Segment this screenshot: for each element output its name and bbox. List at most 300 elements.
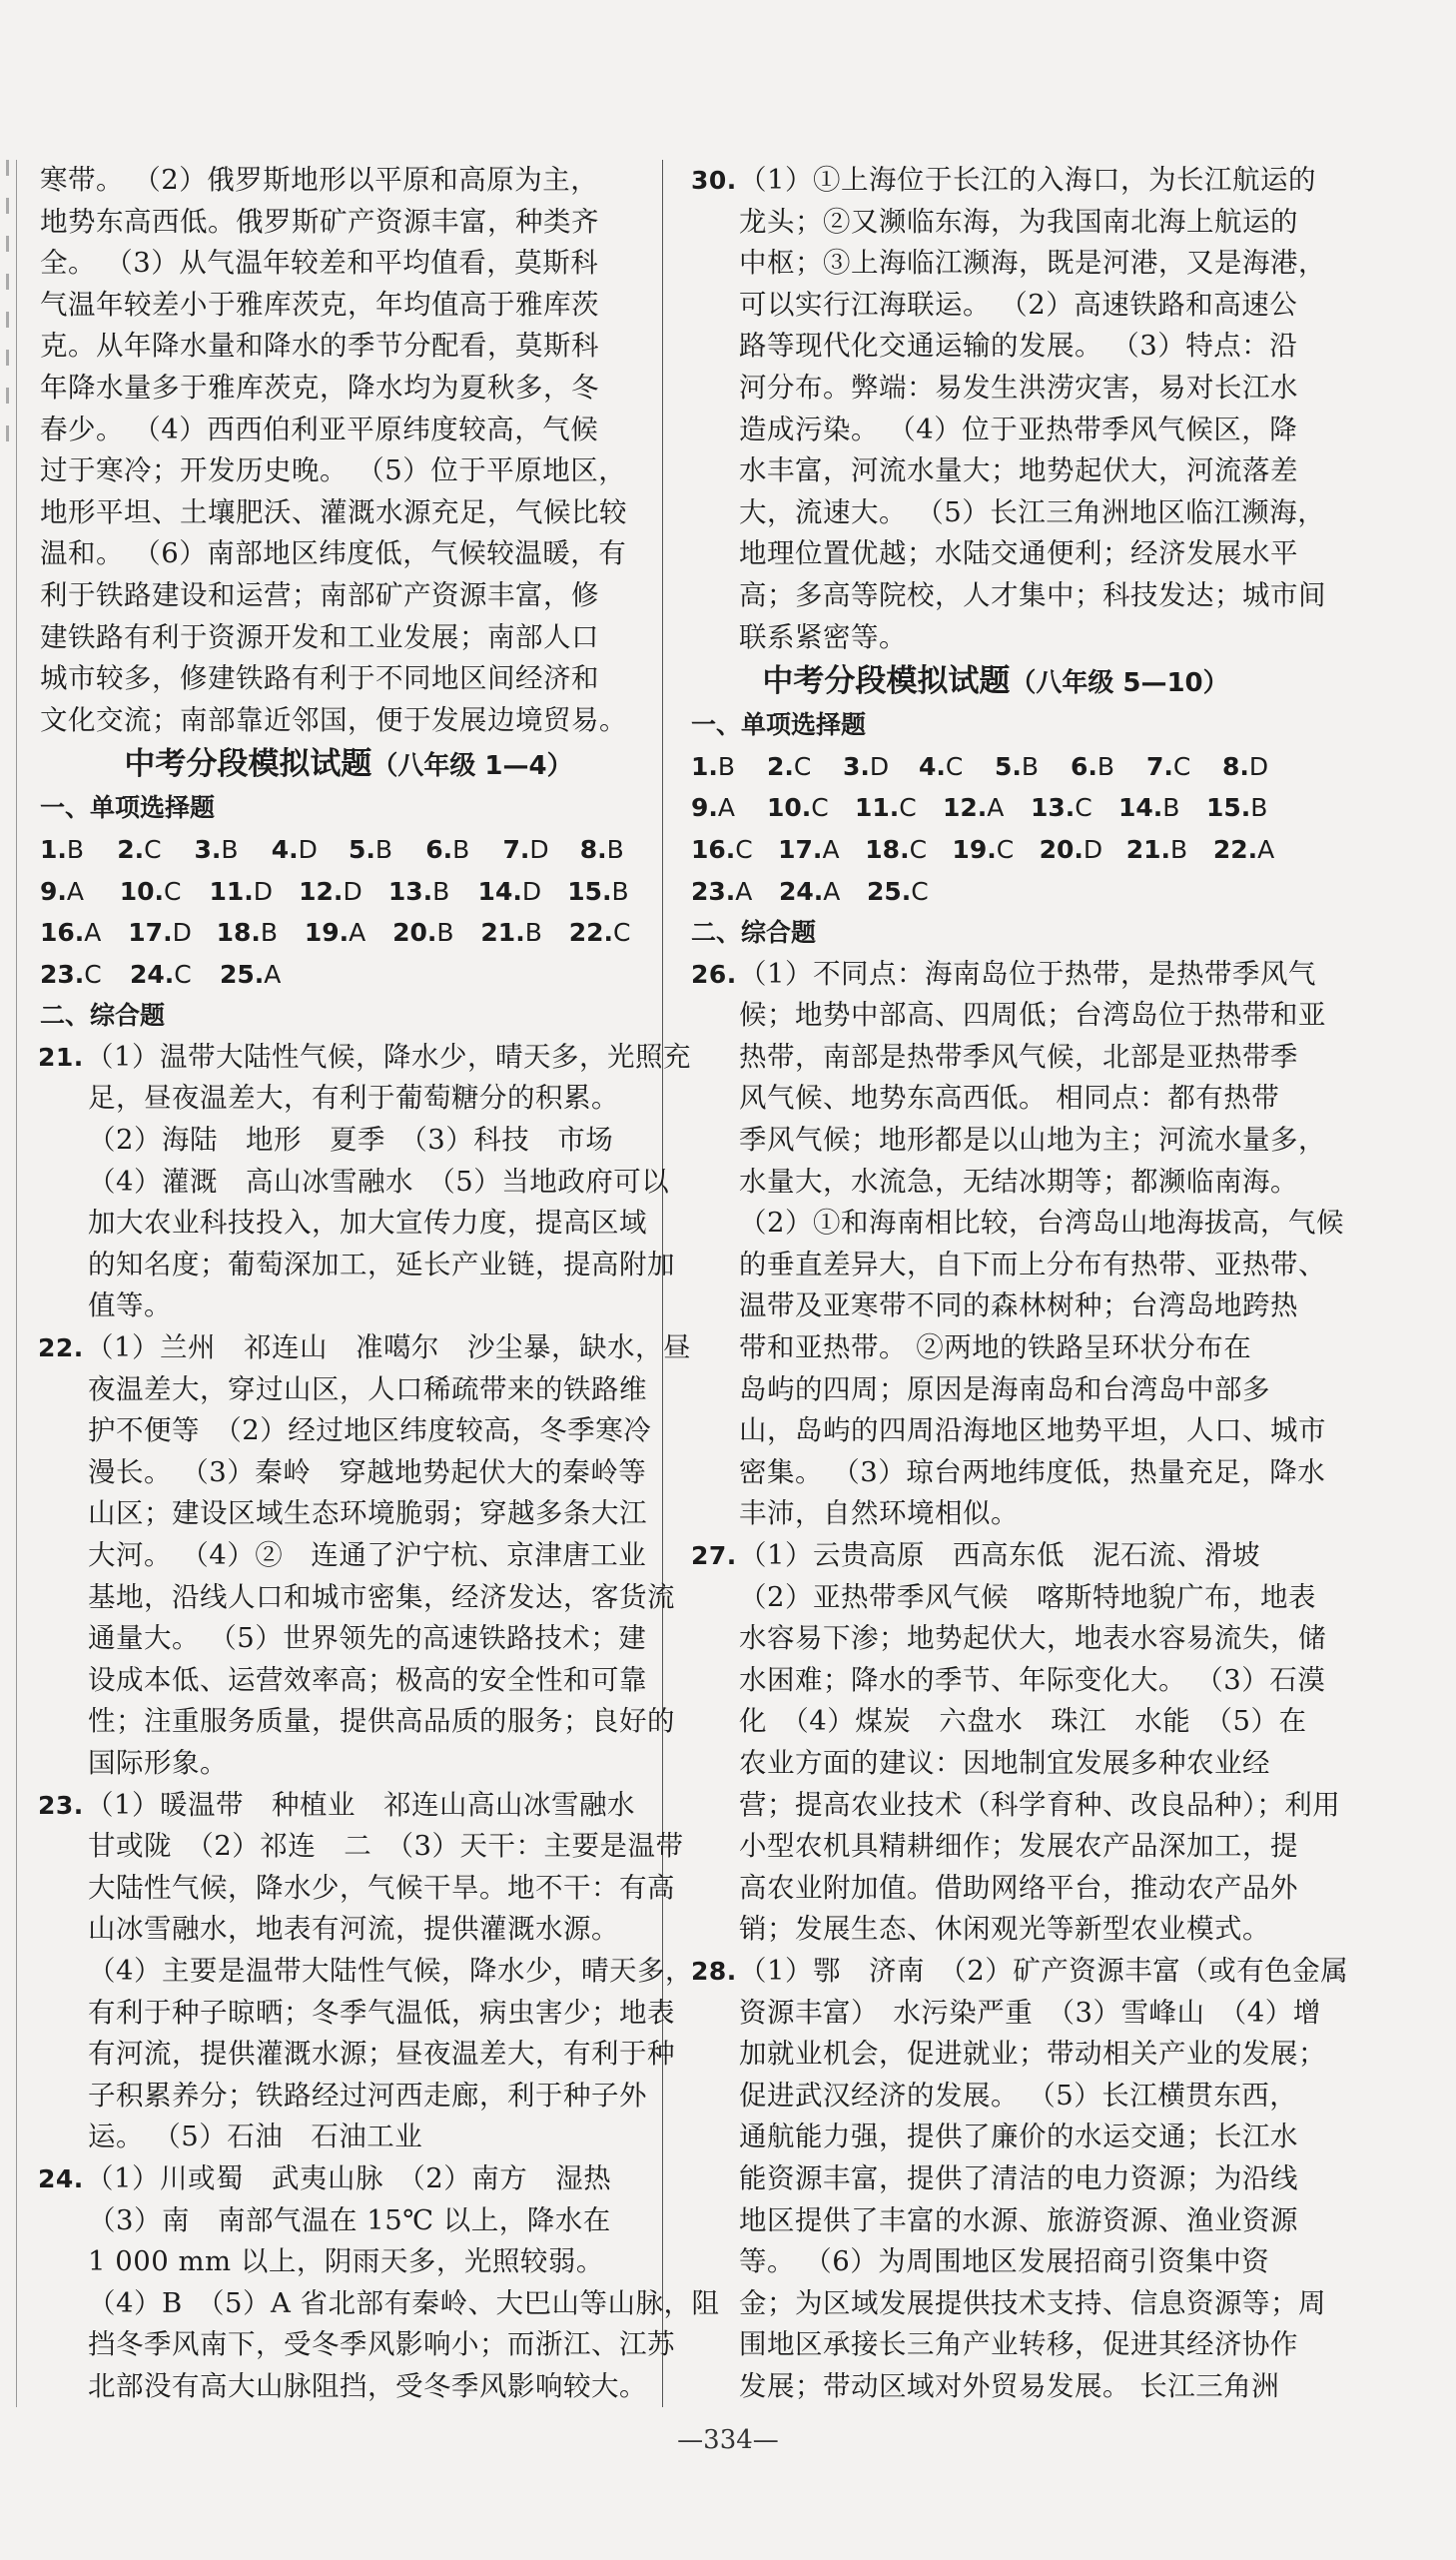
mc-answer bbox=[349, 829, 425, 871]
mc-number: 22. bbox=[1212, 834, 1258, 864]
answer-text: 联系紧密等。 bbox=[739, 620, 907, 653]
mc-choice: C bbox=[612, 918, 631, 948]
binding-margin-marks bbox=[2, 160, 12, 659]
answer-text: 夜温差大，穿过山区，人口稀疏带来的铁路维 bbox=[88, 1372, 647, 1405]
section-title-text: 中考分段模拟试题 bbox=[762, 663, 1011, 700]
answer-text: 有利于种子晾晒；冬季气温低，病虫害少；地表 bbox=[88, 1996, 675, 2029]
answer-line bbox=[40, 1162, 670, 1204]
mc-choice: B bbox=[1170, 834, 1188, 864]
answer-line: 地势东高西低。俄罗斯矿产资源丰富，种类齐 bbox=[40, 205, 599, 238]
answer-text: 资源丰富） 水污染严重 （3）雪峰山 （4）增 bbox=[739, 1996, 1321, 2029]
mc-answer bbox=[1071, 746, 1146, 788]
answer-text: 水容易下渗；地势起伏大，地表水容易流失，储 bbox=[739, 1622, 1326, 1655]
answer-line: 全。 （3）从气温年较差和平均值看，莫斯科 bbox=[40, 247, 599, 280]
answer-line bbox=[40, 2366, 657, 2408]
answer-line: 春少。 （4）西西伯利亚平原纬度较高，气候 bbox=[40, 413, 599, 445]
answer-text: 密集。 （3）琼台两地纬度低，热量充足，降水 bbox=[739, 1455, 1326, 1488]
mc-answer-grid bbox=[691, 746, 1300, 912]
mc-choice: C bbox=[1172, 751, 1191, 781]
mc-choice: A bbox=[735, 876, 753, 906]
mc-answer bbox=[392, 912, 480, 954]
page-number: —334— bbox=[677, 2425, 779, 2455]
answer-text: （1）云贵高原 西高东低 泥石流、滑坡 bbox=[739, 1539, 1260, 1571]
mc-choice: B bbox=[606, 834, 624, 864]
answer-line bbox=[40, 1618, 657, 1660]
mc-choice: D bbox=[521, 876, 542, 906]
answer-text: （4）B （5）A 省北部有秦岭、大巴山等山脉，阻 bbox=[88, 2286, 720, 2319]
answer-text: （1）不同点：海南岛位于热带，是热带季风气 bbox=[739, 957, 1316, 990]
mc-number: 23. bbox=[40, 959, 85, 989]
mc-choice: B bbox=[611, 876, 629, 906]
answer-text: 中枢；③上海临江濒海，既是河港，又是海港， bbox=[739, 247, 1326, 280]
mc-answer bbox=[40, 871, 120, 913]
mc-number: 1. bbox=[691, 751, 718, 781]
mc-choice: D bbox=[253, 876, 273, 906]
mc-number: 20. bbox=[392, 918, 437, 948]
answer-text: 的垂直差异大，自下而上分布有热带、亚热带、 bbox=[739, 1248, 1326, 1280]
answer-text: 风气候、地势东高西低。 相同点：都有热带 bbox=[739, 1082, 1280, 1115]
answer-text: 农业方面的建议：因地制宜发展多种农业经 bbox=[739, 1746, 1270, 1779]
question-number: 27. bbox=[691, 1541, 737, 1570]
mc-answer bbox=[691, 746, 767, 788]
mc-choice: B bbox=[260, 918, 279, 948]
answer-line bbox=[691, 1162, 1300, 1204]
answer-text: 漫长。 （3）秦岭 穿越地势起伏大的秦岭等 bbox=[88, 1455, 647, 1488]
mc-choice: D bbox=[343, 876, 363, 906]
mc-answer bbox=[995, 746, 1071, 788]
answer-line bbox=[40, 1826, 684, 1868]
question-number: 26. bbox=[691, 959, 737, 989]
mc-answer bbox=[691, 787, 767, 829]
mc-answer bbox=[779, 871, 867, 913]
answer-line: 利于铁路建设和运营；南部矿产资源丰富，修 bbox=[40, 578, 599, 611]
mc-row bbox=[691, 787, 1300, 829]
mc-choice: C bbox=[144, 834, 162, 864]
answer-text: 水丰富，河流水量大；地势起伏大，河流落差 bbox=[739, 454, 1298, 487]
mc-choice: C bbox=[811, 793, 829, 823]
mc-choice: D bbox=[172, 918, 192, 948]
mc-row bbox=[40, 912, 657, 954]
mc-choice: B bbox=[452, 834, 470, 864]
answer-line: 克。从年降水量和降水的季节分配看，莫斯科 bbox=[40, 330, 599, 363]
answer-text: 值等。 bbox=[88, 1289, 172, 1322]
answer-text: 基地，沿线人口和城市密集，经济发达，客货流 bbox=[88, 1580, 675, 1613]
comprehensive-heading: 二、综合题 bbox=[691, 918, 817, 948]
mc-answer bbox=[425, 829, 502, 871]
mc-number: 12. bbox=[299, 876, 344, 906]
mc-number: 7. bbox=[1146, 751, 1173, 781]
mc-number: 20. bbox=[1039, 834, 1084, 864]
mc-choice: A bbox=[84, 918, 102, 948]
answer-text: 水困难；降水的季节、年际变化大。 （3）石漠 bbox=[739, 1663, 1326, 1696]
answer-text: （1）鄂 济南 （2）矿产资源丰富（或有色金属 bbox=[739, 1954, 1349, 1987]
answer-text: 化 （4）煤炭 六盘水 珠江 水能 （5）在 bbox=[739, 1705, 1307, 1738]
answer-text: （2）海陆 地形 夏季 （3）科技 市场 bbox=[88, 1124, 614, 1157]
mc-choice: C bbox=[899, 793, 917, 823]
answer-text: （1）暖温带 种植业 祁连山高山冰雪融水 bbox=[86, 1788, 635, 1821]
answer-line bbox=[40, 1203, 657, 1245]
answer-line bbox=[40, 1577, 675, 1619]
answer-text: 销；发展生态、休闲观光等新型农业模式。 bbox=[739, 1913, 1270, 1946]
answer-text: 带和亚热带。 ②两地的铁路呈环状分布在 bbox=[739, 1331, 1252, 1364]
answer-line: 城市较多，修建铁路有利于不同地区间经济和 bbox=[40, 662, 599, 695]
answer-line bbox=[38, 1327, 691, 1369]
mc-answer bbox=[567, 871, 657, 913]
mc-number: 16. bbox=[40, 918, 85, 948]
mc-number: 11. bbox=[209, 876, 254, 906]
answer-line bbox=[40, 1701, 675, 1743]
mc-choice: C bbox=[164, 876, 182, 906]
answer-text: 国际形象。 bbox=[88, 1746, 228, 1779]
mc-choice: A bbox=[66, 876, 85, 906]
mc-number: 9. bbox=[691, 793, 718, 823]
answer-line bbox=[691, 533, 1300, 575]
mc-choice: D bbox=[1248, 751, 1269, 781]
answer-text: 有河流，提供灌溉水源；昼夜温差大，有利于种 bbox=[88, 2038, 675, 2071]
answer-text: （2）亚热带季风气候 喀斯特地貌广布，地表 bbox=[739, 1580, 1316, 1613]
mc-choice: A bbox=[717, 793, 736, 823]
mc-answer bbox=[943, 787, 1031, 829]
mc-choice: B bbox=[524, 918, 542, 948]
answer-text: （1）川或蜀 武夷山脉 （2）南方 湿热 bbox=[86, 2161, 612, 2194]
answer-text: 岛屿的四周；原因是海南岛和台湾岛中部多 bbox=[739, 1372, 1270, 1405]
answer-text: 小型农机具精耕细作；发展农产品深加工，提 bbox=[739, 1830, 1298, 1863]
answer-line bbox=[40, 1909, 657, 1951]
question-answer bbox=[38, 1327, 691, 1785]
mc-answer bbox=[120, 871, 210, 913]
mc-row bbox=[691, 829, 1300, 871]
question-number: 21. bbox=[38, 1042, 84, 1072]
answer-text: 热带，南部是热带季风气候，北部是亚热带季 bbox=[739, 1040, 1298, 1073]
mc-number: 10. bbox=[767, 793, 812, 823]
section-title bbox=[691, 658, 1300, 704]
answer-line bbox=[691, 1493, 1300, 1535]
answer-line bbox=[40, 2076, 657, 2118]
mc-answer bbox=[778, 829, 865, 871]
mc-number: 19. bbox=[952, 834, 997, 864]
answer-text: 通量大。 （5）世界领先的高速铁路技术；建 bbox=[88, 1622, 647, 1655]
mc-answer bbox=[480, 912, 568, 954]
mc-number: 9. bbox=[40, 876, 67, 906]
mc-choice: C bbox=[174, 959, 192, 989]
answer-text: 河分布。弊端：易发生洪涝灾害，易对长江水 bbox=[739, 371, 1298, 404]
answer-line bbox=[691, 2117, 1300, 2158]
mc-answer bbox=[130, 954, 220, 996]
mc-heading: 一、单项选择题 bbox=[40, 793, 216, 823]
mc-answer bbox=[843, 746, 919, 788]
mc-number: 21. bbox=[480, 918, 525, 948]
answer-line: 年降水量多于雅库茨克，降水均为夏秋多，冬 bbox=[40, 371, 599, 404]
answer-line bbox=[40, 1493, 657, 1535]
mc-answer bbox=[388, 871, 478, 913]
mc-number: 7. bbox=[502, 834, 530, 864]
answer-line bbox=[40, 1410, 657, 1452]
answer-line bbox=[40, 2241, 657, 2283]
answer-text: 大陆性气候，降水少，气候干旱。地不干：有高 bbox=[88, 1871, 675, 1904]
answer-text: 高；多高等院校，人才集中；科技发达；城市间 bbox=[739, 578, 1326, 611]
section-title-text: 中考分段模拟试题 bbox=[124, 746, 372, 783]
mc-answer bbox=[128, 912, 216, 954]
answer-line: 寒带。 （2）俄罗斯地形以平原和高原为主， bbox=[40, 164, 599, 196]
answer-line bbox=[40, 2200, 657, 2242]
mc-choice: B bbox=[1250, 793, 1268, 823]
answer-text: （4）主要是温带大陆性气候，降水少，晴天多， bbox=[88, 1954, 693, 1987]
answer-line bbox=[691, 575, 1326, 617]
answer-text: 子积累养分；铁路经过河西走廊，利于种子外 bbox=[88, 2079, 647, 2112]
answer-text: （2）①和海南相比较，台湾岛山地海拔高，气候 bbox=[739, 1207, 1344, 1240]
answer-line bbox=[40, 1369, 657, 1411]
mc-number: 5. bbox=[995, 751, 1022, 781]
mc-number: 13. bbox=[1031, 793, 1076, 823]
mc-choice: D bbox=[529, 834, 549, 864]
mc-choice: B bbox=[717, 751, 736, 781]
mc-number: 15. bbox=[1206, 793, 1251, 823]
mc-answer bbox=[40, 954, 130, 996]
mc-choice: C bbox=[911, 876, 929, 906]
mc-number: 12. bbox=[943, 793, 988, 823]
answer-line bbox=[691, 1285, 1300, 1327]
answer-text: 挡冬季风南下，受冬季风影响小；而浙江、江苏 bbox=[88, 2328, 675, 2361]
question-number: 28. bbox=[691, 1956, 737, 1986]
mc-answer bbox=[305, 912, 392, 954]
mc-number: 17. bbox=[778, 834, 823, 864]
mc-number: 6. bbox=[1071, 751, 1097, 781]
mc-number: 3. bbox=[843, 751, 870, 781]
mc-answer bbox=[580, 829, 657, 871]
answer-line bbox=[691, 1577, 1316, 1619]
answer-text: 地理位置优越；水陆交通便利；经济发展水平 bbox=[739, 537, 1298, 570]
answer-text: 山，岛屿的四周沿海地区地势平坦，人口、城市 bbox=[739, 1414, 1326, 1447]
answer-line: 气温年较差小于雅库茨克，年均值高于雅库茨 bbox=[40, 288, 599, 321]
answer-text: 性；注重服务质量，提供高品质的服务；良好的 bbox=[88, 1705, 675, 1738]
mc-choice: B bbox=[66, 834, 85, 864]
mc-choice: C bbox=[1075, 793, 1092, 823]
mc-answer bbox=[1031, 787, 1118, 829]
answer-line bbox=[40, 1785, 657, 1827]
answer-line bbox=[40, 2034, 675, 2076]
answer-line bbox=[691, 160, 1316, 202]
answer-line bbox=[691, 492, 1326, 534]
answer-line bbox=[691, 2283, 1326, 2325]
mc-answer bbox=[478, 871, 568, 913]
mc-answer-grid bbox=[40, 829, 657, 995]
answer-line bbox=[691, 1785, 1341, 1827]
mc-number: 10. bbox=[119, 876, 165, 906]
mc-number: 17. bbox=[128, 918, 173, 948]
question-number: 23. bbox=[38, 1790, 84, 1820]
answer-line: 建铁路有利于资源开发和工业发展；南部人口 bbox=[40, 620, 599, 653]
answer-line bbox=[691, 1951, 1349, 1993]
answer-line bbox=[40, 1452, 657, 1494]
answer-text: 金；为区域发展提供技术支持、信息资源等；周 bbox=[739, 2286, 1326, 2319]
mc-choice: C bbox=[909, 834, 928, 864]
answer-line bbox=[691, 368, 1300, 410]
mc-answer bbox=[217, 912, 305, 954]
mc-choice: C bbox=[945, 751, 964, 781]
mc-number: 13. bbox=[387, 876, 433, 906]
mc-answer bbox=[867, 871, 955, 913]
mc-number: 22. bbox=[568, 918, 613, 948]
mc-number: 18. bbox=[216, 918, 261, 948]
answer-line bbox=[691, 1743, 1300, 1785]
answer-line bbox=[691, 1037, 1300, 1079]
mc-number: 4. bbox=[271, 834, 299, 864]
continued-answer-text bbox=[40, 160, 657, 741]
answer-line bbox=[691, 1909, 1300, 1951]
mc-number: 23. bbox=[691, 876, 736, 906]
answer-text: 季风气候；地形都是以山地为主；河流水量多， bbox=[739, 1124, 1326, 1157]
answer-line bbox=[691, 1120, 1326, 1162]
mc-number: 14. bbox=[1118, 793, 1163, 823]
answer-text: 大河。 （4）② 连通了沪宁杭、京津唐工业 bbox=[88, 1539, 647, 1571]
mc-choice: B bbox=[432, 876, 450, 906]
section-title bbox=[40, 741, 657, 787]
answer-text: 足，昼夜温差大，有利于葡萄糖分的积累。 bbox=[88, 1082, 619, 1115]
answer-text: 等。 （6）为周围地区发展招商引资集中资 bbox=[739, 2245, 1270, 2278]
answer-text: 护不便等 （2）经过地区纬度较高，冬季寒冷 bbox=[88, 1414, 652, 1447]
mc-answer bbox=[855, 787, 943, 829]
mc-number: 25. bbox=[867, 876, 912, 906]
answer-line bbox=[691, 1660, 1326, 1702]
mc-number: 8. bbox=[1222, 751, 1249, 781]
mc-choice: A bbox=[349, 918, 366, 948]
answer-text: （4）灌溉 高山冰雪融水 （5）当地政府可以 bbox=[88, 1165, 670, 1198]
answer-line bbox=[691, 2366, 1300, 2408]
question-answer bbox=[38, 2158, 720, 2408]
mc-number: 21. bbox=[1125, 834, 1170, 864]
left-margin-rule bbox=[16, 160, 17, 2407]
mc-choice: A bbox=[822, 834, 840, 864]
question-answer bbox=[38, 1037, 691, 1327]
question-number: 24. bbox=[38, 2163, 84, 2193]
answer-text: 营；提高农业技术（科学育种、改良品种）；利用 bbox=[739, 1788, 1341, 1821]
mc-number: 19. bbox=[304, 918, 350, 948]
answer-text: 发展；带动区域对外贸易发展。 长江三角洲 bbox=[739, 2369, 1280, 2402]
question-answer bbox=[691, 954, 1344, 1535]
mc-choice: C bbox=[735, 834, 753, 864]
answer-text: （1）①上海位于长江的入海口，为长江航运的 bbox=[739, 164, 1316, 196]
answer-line bbox=[40, 1951, 693, 1993]
mc-answer bbox=[952, 829, 1039, 871]
mc-answer bbox=[272, 829, 349, 871]
mc-answer bbox=[209, 871, 299, 913]
answer-line bbox=[691, 1245, 1326, 1286]
answer-line bbox=[691, 1203, 1344, 1245]
mc-answer bbox=[767, 787, 855, 829]
mc-number: 25. bbox=[220, 959, 265, 989]
mc-choice: D bbox=[298, 834, 318, 864]
answer-line bbox=[691, 1410, 1326, 1452]
answer-text: （1）温带大陆性气候，降水少，晴天多，光照充 bbox=[86, 1040, 691, 1073]
mc-answer bbox=[1040, 829, 1126, 871]
mc-number: 18. bbox=[865, 834, 910, 864]
answer-line bbox=[40, 1120, 657, 1162]
mc-choice: B bbox=[1096, 751, 1115, 781]
mc-answer bbox=[1126, 829, 1213, 871]
answer-text: 1 000 mm 以上，阴雨天多，光照较弱。 bbox=[88, 2245, 604, 2278]
answer-line bbox=[691, 617, 1300, 659]
mc-choice: A bbox=[987, 793, 1005, 823]
question-answer bbox=[691, 1535, 1341, 1951]
answer-text: 温带及亚寒带不同的森林树种；台湾岛地跨热 bbox=[739, 1289, 1298, 1322]
mc-answer bbox=[40, 829, 117, 871]
answer-line bbox=[691, 1369, 1300, 1411]
answer-line bbox=[40, 1245, 675, 1286]
mc-row bbox=[691, 746, 1300, 788]
answer-line bbox=[691, 995, 1326, 1037]
answer-line bbox=[691, 1327, 1300, 1369]
answer-line bbox=[40, 2324, 675, 2366]
question-answer bbox=[691, 1951, 1349, 2408]
answer-line bbox=[40, 2158, 657, 2200]
answer-text: 地区提供了丰富的水源、旅游资源、渔业资源 bbox=[739, 2203, 1298, 2236]
mc-choice: B bbox=[1021, 751, 1040, 781]
answer-line bbox=[691, 1452, 1326, 1494]
answer-line bbox=[40, 2283, 720, 2325]
answer-text: 的知名度；葡萄深加工，延长产业链，提高附加 bbox=[88, 1248, 675, 1280]
mc-answer bbox=[1213, 829, 1300, 871]
mc-number: 5. bbox=[349, 834, 375, 864]
mc-number: 11. bbox=[855, 793, 900, 823]
mc-answer bbox=[569, 912, 657, 954]
mc-answer bbox=[117, 829, 194, 871]
answer-text: 能资源丰富，提供了清洁的电力资源；为沿线 bbox=[739, 2161, 1298, 2194]
mc-answer bbox=[919, 746, 995, 788]
mc-answer bbox=[1146, 746, 1222, 788]
mc-choice: B bbox=[374, 834, 393, 864]
answer-line bbox=[40, 1078, 657, 1120]
mc-number: 2. bbox=[767, 751, 794, 781]
mc-choice: C bbox=[793, 751, 812, 781]
mc-answer bbox=[503, 829, 580, 871]
mc-number: 15. bbox=[567, 876, 612, 906]
answer-text: 甘或陇 （2）祁连 二 （3）天干：主要是温带 bbox=[88, 1830, 684, 1863]
answer-text: 可以实行江海联运。 （2）高速铁路和高速公 bbox=[739, 288, 1298, 321]
mc-answer bbox=[1222, 746, 1298, 788]
question-30-answer bbox=[691, 160, 1326, 658]
comprehensive-heading: 二、综合题 bbox=[40, 1001, 166, 1031]
mc-row bbox=[40, 829, 657, 871]
answer-line bbox=[691, 1078, 1300, 1120]
mc-choice: B bbox=[436, 918, 454, 948]
answer-line bbox=[691, 2076, 1300, 2118]
question-number: 30. bbox=[691, 166, 737, 195]
answer-line bbox=[38, 1037, 691, 1079]
answer-text: 路等现代化交通运输的发展。 （3）特点：沿 bbox=[739, 330, 1298, 363]
answer-line bbox=[691, 1701, 1307, 1743]
answer-line bbox=[691, 326, 1300, 368]
mc-number: 3. bbox=[194, 834, 222, 864]
answer-line bbox=[40, 1535, 657, 1577]
answer-text: 北部没有高大山脉阻挡，受冬季风影响较大。 bbox=[88, 2369, 647, 2402]
question-number: 22. bbox=[38, 1333, 84, 1363]
mc-number: 1. bbox=[40, 834, 67, 864]
answer-text: 加就业机会，促进就业；带动相关产业的发展； bbox=[739, 2038, 1326, 2071]
answer-line bbox=[40, 1743, 657, 1785]
mc-row bbox=[691, 871, 1300, 913]
mc-answer bbox=[299, 871, 388, 913]
mc-choice: D bbox=[869, 751, 890, 781]
answer-line bbox=[691, 2158, 1300, 2200]
mc-answer bbox=[220, 954, 310, 996]
mc-choice: B bbox=[221, 834, 239, 864]
answer-text: （1）兰州 祁连山 准噶尔 沙尘暴，缺水，昼 bbox=[86, 1331, 691, 1364]
answer-line bbox=[40, 2117, 657, 2158]
mc-number: 8. bbox=[579, 834, 607, 864]
answer-line: 温和。 （6）南部地区纬度低，气候较温暖，有 bbox=[40, 537, 627, 570]
answer-line bbox=[691, 1868, 1300, 1910]
answer-line bbox=[691, 1535, 1300, 1577]
